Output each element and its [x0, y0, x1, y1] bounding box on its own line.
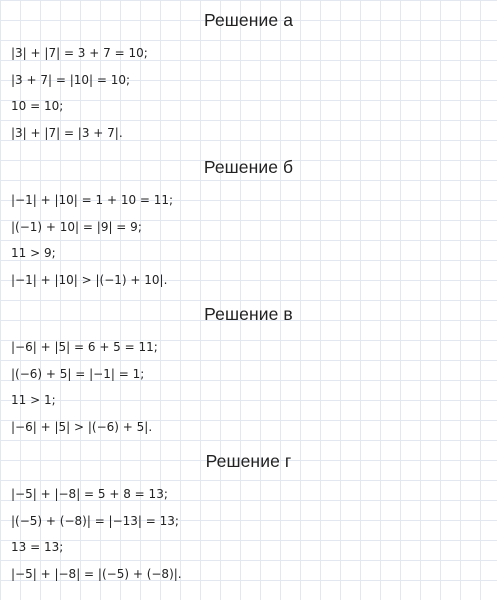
solution-line: |−5| + |−8| = |(−5) + (−8)|. — [11, 566, 182, 581]
solution-line: 13 = 13; — [11, 540, 64, 554]
solution-line: |−6| + |5| = 6 + 5 = 11; — [11, 340, 158, 354]
solution-v-steps — [0, 334, 497, 440]
solution-g-steps — [0, 481, 497, 587]
solution-v-section — [0, 294, 497, 440]
solution-a-steps — [0, 40, 497, 146]
solution-line: |(−6) + 5| = |−1| = 1; — [11, 366, 145, 381]
solution-b-section — [0, 147, 497, 293]
solution-line: 11 > 9; — [11, 246, 56, 260]
solution-line: 10 = 10; — [11, 99, 64, 113]
solution-line: |−5| + |−8| = 5 + 8 = 13; — [11, 487, 168, 501]
solution-v-title: Решение в — [204, 304, 293, 324]
solution-line: |3| + |7| = 3 + 7 = 10; — [11, 46, 148, 60]
solution-g-section — [0, 441, 497, 587]
solution-line: |(−1) + 10| = |9| = 9; — [11, 219, 142, 234]
solution-line: |(−5) + (−8)| = |−13| = 13; — [11, 513, 179, 528]
solution-b-steps — [0, 187, 497, 293]
solution-line: |−1| + |10| = 1 + 10 = 11; — [11, 193, 174, 207]
solution-line: |−1| + |10| > |(−1) + 10|. — [11, 272, 168, 287]
solution-line: |−6| + |5| > |(−6) + 5|. — [11, 419, 153, 434]
solution-g-title: Решение г — [205, 451, 292, 471]
solution-line: |3 + 7| = |10| = 10; — [11, 72, 131, 87]
solution-a-title: Решение а — [203, 10, 294, 30]
solution-a-section — [0, 0, 497, 146]
solution-line: |3| + |7| = |3 + 7|. — [11, 125, 123, 140]
solution-line: 11 > 1; — [11, 393, 56, 407]
solution-b-title: Решение б — [203, 157, 294, 177]
